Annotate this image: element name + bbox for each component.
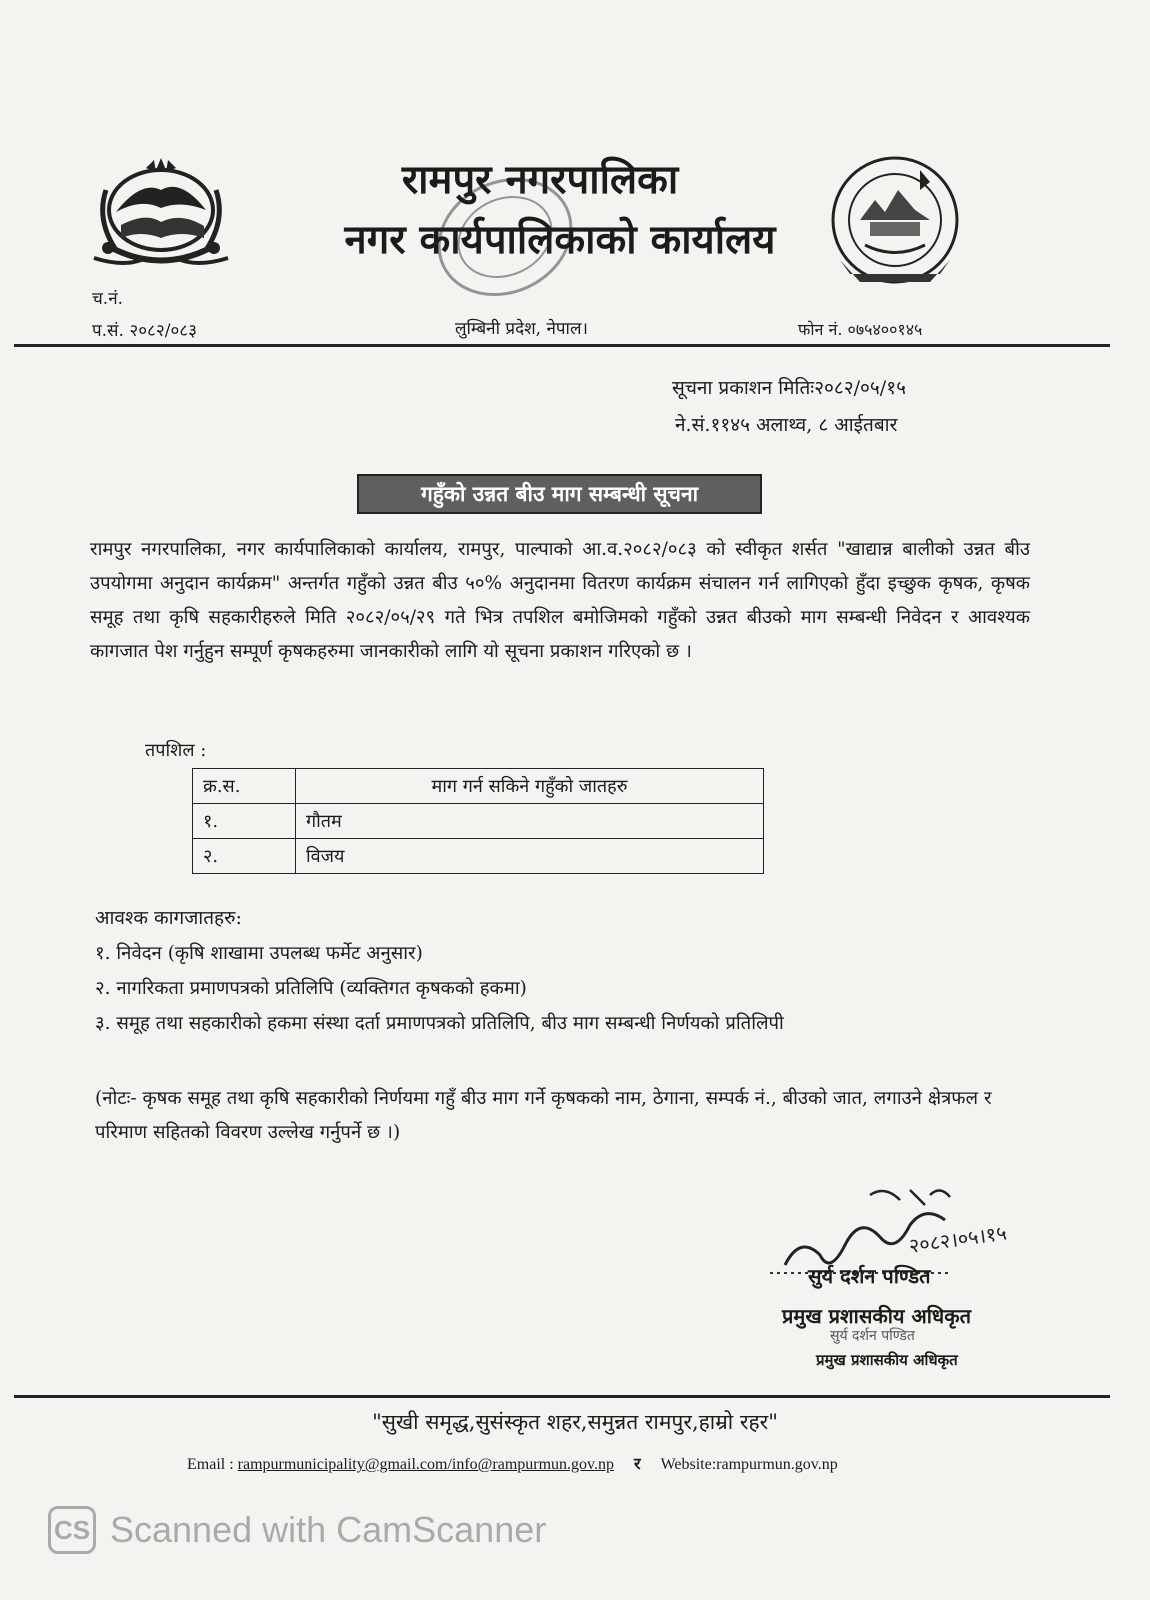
footer-divider bbox=[14, 1395, 1110, 1398]
notice-body: रामपुर नगरपालिका, नगर कार्यपालिकाको कार्यालय, रामपुर, पाल्पाको आ.व.२०८२/०८३ को स्वीकृत शर्सत "खाद्यान्न बालीको उन्नत बीउ उपयोगमा अनुदान कार्यक्रम" अन्तर्गत गहुँको उन्नत बीउ ५०% अनुदानमा वितरण कार्यक्रम संचालन गर्न लागिएको हुँदा इच्छुक कृषक, कृषक समूह तथा कृषि सहकारीहरुले मिति २०८२/०५/२९ गते भित्र तपशिल बमोजिमको गहुँको उन्नत बीउको माग सम्बन्धी निवेदन र आवश्यक कागजात पेश गर्नुहुन सम्पूर्ण कृषकहरुमा जानकारीको लागि यो सूचना प्रकाशन गरिएको छ । bbox=[90, 539, 1030, 662]
office-address: लुम्बिनी प्रदेश, नेपाल। bbox=[455, 319, 588, 339]
table-cell-variety: गौतम bbox=[296, 804, 764, 839]
office-name: नगर कार्यपालिकाको कार्यालय bbox=[344, 216, 776, 263]
signature-date: २०८२।०५।१५ bbox=[907, 1220, 1009, 1258]
notice-heading: गहुँको उन्नत बीउ माग सम्बन्धी सूचना bbox=[357, 474, 762, 514]
signatory-title: प्रमुख प्रशासकीय अधिकृत bbox=[782, 1304, 971, 1328]
camscanner-logo-icon: CS bbox=[48, 1506, 96, 1554]
ref-number-label: च.नं. bbox=[92, 289, 124, 309]
nepal-coat-of-arms-icon bbox=[86, 150, 236, 280]
email-label: Email : bbox=[187, 1456, 234, 1473]
website-link[interactable]: Website:rampurmun.gov.np bbox=[660, 1456, 838, 1473]
camscanner-text: Scanned with CamScanner bbox=[110, 1509, 547, 1550]
signatory-name: सुर्य दर्शन पण्डित bbox=[808, 1264, 931, 1288]
tapshil-label: तपशिल : bbox=[145, 740, 207, 761]
municipality-name: रामपुर नगरपालिका bbox=[401, 156, 679, 203]
varieties-table bbox=[192, 768, 764, 874]
publication-date: सूचना प्रकाशन मितिः२०८२/०५/१५ bbox=[672, 377, 906, 399]
rampur-municipality-seal-icon bbox=[820, 150, 970, 300]
stamp-name: सुर्य दर्शन पण्डित bbox=[830, 1328, 915, 1344]
table-header-serial: क्र.स. bbox=[193, 769, 296, 804]
nepal-sambat-date: ने.सं.११४५ अलाथ्व, ८ आईतबार bbox=[675, 414, 898, 436]
fiscal-year-label: प.सं. २०८२/०८३ bbox=[92, 321, 197, 341]
header-divider bbox=[14, 344, 1110, 347]
contact-separator: र bbox=[634, 1456, 641, 1473]
document-item: १. निवेदन (कृषि शाखामा उपलब्ध फर्मेट अनुसार) bbox=[95, 943, 423, 964]
required-documents-heading: आवश्क कागजातहरु: bbox=[95, 907, 242, 929]
document-item: ३. समूह तथा सहकारीको हकमा संस्था दर्ता प्रमाणपत्रको प्रतिलिपि, बीउ माग सम्बन्धी निर्णयको प्रतिलिपी bbox=[95, 1013, 784, 1034]
camscanner-watermark bbox=[48, 1506, 546, 1554]
note-text: (नोटः- कृषक समूह तथा कृषि सहकारीको निर्णयमा गहुँ बीउ माग गर्ने कृषकको नाम, ठेगाना, सम्पर्क नं., बीउको जात, लगाउने क्षेत्रफल र परिमाण सहितको विवरण उल्लेख गर्नुपर्ने छ ।) bbox=[95, 1088, 992, 1143]
table-cell-serial: २. bbox=[193, 839, 296, 874]
table-row bbox=[193, 804, 764, 839]
phone-number: फोन नं. ०७५४००१४५ bbox=[798, 320, 923, 339]
table-cell-serial: १. bbox=[193, 804, 296, 839]
document-item: २. नागरिकता प्रमाणपत्रको प्रतिलिपि (व्यक्तिगत कृषकको हकमा) bbox=[95, 978, 527, 999]
stamp-title: प्रमुख प्रशासकीय अधिकृत bbox=[816, 1351, 958, 1369]
office-stamp-icon bbox=[430, 175, 580, 305]
table-cell-variety: विजय bbox=[296, 839, 764, 874]
table-header-variety: माग गर्न सकिने गहुँको जातहरु bbox=[296, 769, 764, 804]
municipality-slogan: "सुखी समृद्ध,सुसंस्कृत शहर,समुन्नत रामपुर,हाम्रो रहर" bbox=[372, 1410, 778, 1434]
table-header-row bbox=[193, 769, 764, 804]
email-link[interactable]: rampurmunicipality@gmail.com/info@rampurmun.gov.np bbox=[237, 1456, 615, 1473]
contact-line bbox=[187, 1452, 838, 1474]
table-row bbox=[193, 839, 764, 874]
